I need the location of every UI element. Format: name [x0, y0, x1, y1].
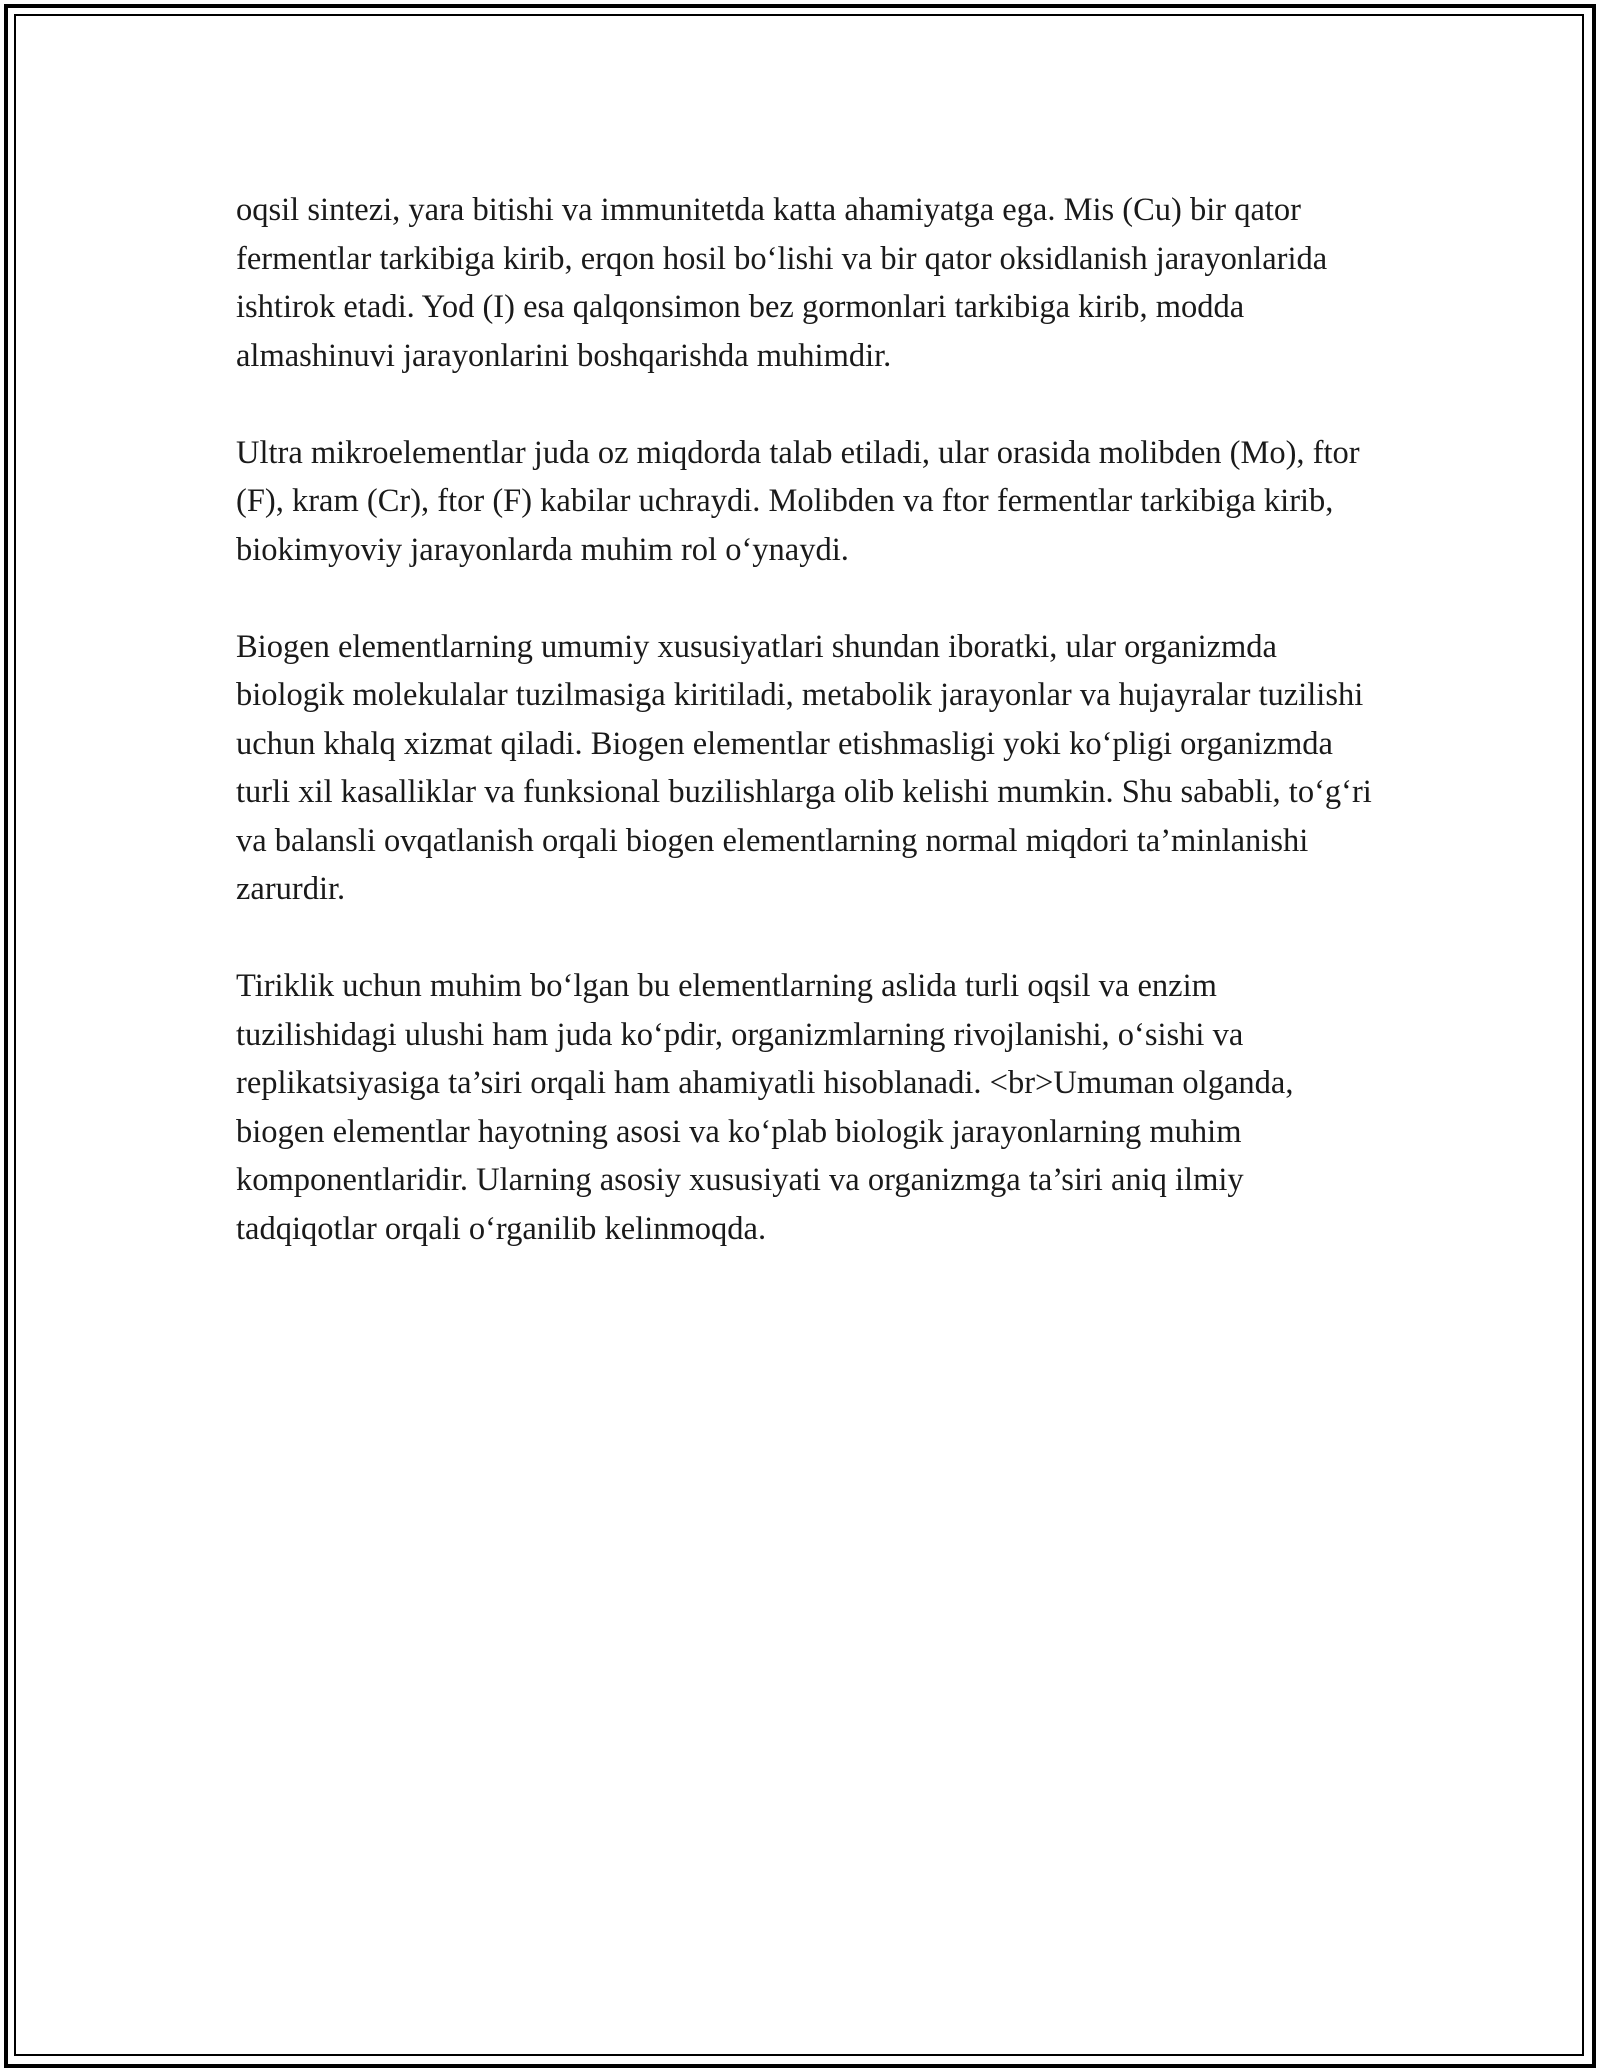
paragraph-4: Tiriklik uchun muhim bo‘lgan bu elementlarning aslida turli oqsil va enzim tuzilishidagi ulushi ham juda ko‘pdir, organizmlarning rivojlanishi, o‘sishi va replikatsiyasiga ta’siri orqali ham ahamiyatli hisoblanadi. <br>Umuman olganda, biogen elementlar hayotning asosi va ko‘plab biologik jarayonlarning muhim komponentlaridir. Ularning asosiy xususiyati va organizmga ta’siri aniq ilmiy tadqiqotlar orqali o‘rganilib kelinmoqda.: [236, 968, 1294, 1247]
paragraph-2: Ultra mikroelementlar juda oz miqdorda talab etiladi, ular orasida molibden (Mo), ftor (F), kram (Cr), ftor (F) kabilar uchraydi. Molibden va ftor fermentlar tarkibiga kirib, biokimyoviy jarayonlarda muhim rol o‘ynaydi.: [236, 434, 1360, 568]
paragraph-1: oqsil sintezi, yara bitishi va immunitetda katta ahamiyatga ega. Mis (Cu) bir qator fermentlar tarkibiga kirib, erqon hosil bo‘lishi va bir qator oksidlanish jarayonlarida ishtirok etadi. Yod (I) esa qalqonsimon bez gormonlari tarkibiga kirib, modda almashinuvi jarayonlarini boshqarishda muhimdir.: [236, 192, 1328, 374]
paragraph-3: Biogen elementlarning umumiy xususiyatlari shundan iboratki, ular organizmda biologik molekulalar tuzilmasiga kiritiladi, metabolik jarayonlar va hujayralar tuzilishi uchun khalq xizmat qiladi. Biogen elementlar etishmasligi yoki ko‘pligi organizmda turli xil kasalliklar va funksional buzilishlarga olib kelishi mumkin. Shu sababli, to‘g‘ri va balansli ovqatlanish orqali biogen elementlarning normal miqdori ta’minlanishi zarurdir.: [236, 628, 1372, 907]
document-body: [236, 186, 1376, 1302]
